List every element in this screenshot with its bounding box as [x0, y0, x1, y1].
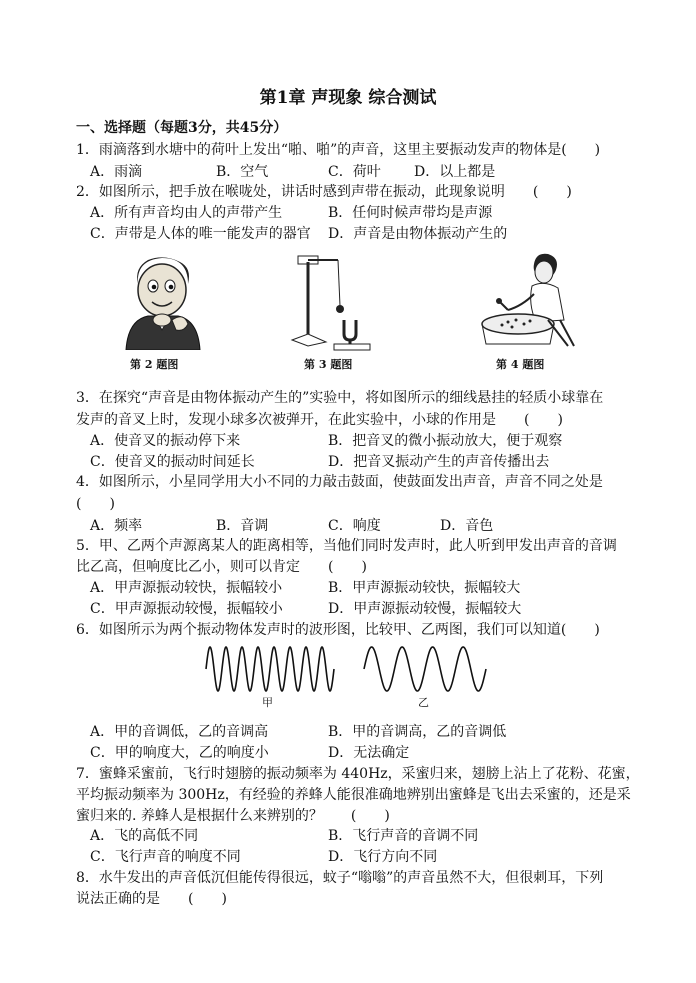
q8-stem-line2: 说法正确的是 ( ) [76, 891, 227, 907]
q2-option-d: D．声音是由物体振动产生的 [328, 226, 508, 242]
q7-option-c: C．飞行声音的响度不同 [90, 849, 241, 865]
fig4-drum-image [478, 250, 578, 350]
q6-option-b: B．甲的音调高，乙的音调低 [328, 724, 507, 740]
q5-option-c: C．甲声源振动较慢，振幅较小 [90, 601, 283, 617]
fig3-tuning-fork-image [286, 250, 376, 352]
q4-option-a: A．频率 [90, 518, 143, 534]
q7-stem-line3: 蜜归来的. 养蜂人是根据什么来辨别的？ ( ) [76, 808, 390, 824]
q2-option-c: C．声带是人体的唯一能发声的器官 [90, 226, 311, 242]
q4-option-c: C．响度 [328, 518, 381, 534]
q7-stem-line2: 平均振动频率为 300Hz，有经验的养蜂人能很准确地辨别出蜜蜂是飞出去采蜜的，还是采 [76, 787, 631, 803]
q4-option-b: B．音调 [216, 518, 269, 534]
q4-stem-line1: 4．如图所示，小星同学用大小不同的力敲击鼓面，使鼓面发出声音，声音不同之处是 [76, 474, 603, 490]
q7-option-b: B．飞行声音的音调不同 [328, 828, 479, 844]
q7-option-a: A．飞的高低不同 [90, 828, 199, 844]
wave-b-waveform [362, 644, 488, 694]
q7-stem-line1: 7．蜜蜂采蜜前，飞行时翅膀的振动频率为 440Hz，采蜜归来，翅膀上沾上了花粉、花蜜， [76, 766, 640, 782]
wave-b-label: 乙 [418, 696, 429, 709]
q6-stem: 6．如图所示为两个振动物体发声时的波形图，比较甲、乙两图，我们可以知道( ) [76, 622, 600, 638]
wave-a-label: 甲 [262, 696, 273, 709]
q3-stem-line2: 发声的音叉上时，发现小球多次被弹开，在此实验中，小球的作用是 ( ) [76, 412, 563, 428]
q1-option-b: B．空气 [216, 164, 269, 180]
wave-a-waveform [204, 644, 336, 694]
q2-option-b: B．任何时候声带均是声源 [328, 205, 493, 221]
q5-stem-line2: 比乙高，但响度比乙小，则可以肯定 ( ) [76, 559, 367, 575]
q5-option-b: B．甲声源振动较快，振幅较大 [328, 580, 521, 596]
q3-option-d: D．把音叉振动产生的声音传播出去 [328, 454, 550, 470]
q3-stem-line1: 3．在探究“声音是由物体振动产生的”实验中，将如图所示的细线悬挂的轻质小球靠在 [76, 390, 604, 406]
q1-option-d: D．以上都是 [414, 164, 496, 180]
q8-stem-line1: 8．水牛发出的声音低沉但能传得很远，蚊子“嗡嗡”的声音虽然不大，但很刺耳，下列 [76, 870, 604, 886]
q5-option-a: A．甲声源振动较快，振幅较小 [90, 580, 283, 596]
q6-option-c: C．甲的响度大，乙的响度小 [90, 745, 269, 761]
section-heading: 一、选择题（每题3分，共45分） [76, 120, 288, 136]
q4-option-d: D．音色 [440, 518, 494, 534]
q4-stem-line2: ( ) [76, 496, 115, 512]
q1-option-a: A．雨滴 [90, 164, 143, 180]
q3-option-b: B．把音叉的微小振动放大，便于观察 [328, 433, 563, 449]
q3-option-a: A．使音叉的振动停下来 [90, 433, 241, 449]
fig4-caption: 第 4 题图 [496, 358, 545, 371]
fig2-caption: 第 2 题图 [130, 358, 179, 371]
q1-stem: 1．雨滴落到水塘中的荷叶上发出“啪、啪”的声音，这里主要振动发声的物体是( ) [76, 142, 601, 158]
q6-option-d: D．无法确定 [328, 745, 410, 761]
q6-option-a: A．甲的音调低，乙的音调高 [90, 724, 269, 740]
q7-option-d: D．飞行方向不同 [328, 849, 438, 865]
q5-option-d: D．甲声源振动较慢，振幅较大 [328, 601, 522, 617]
q2-option-a: A．所有声音均由人的声带产生 [90, 205, 283, 221]
q3-option-c: C．使音叉的振动时间延长 [90, 454, 255, 470]
q5-stem-line1: 5．甲、乙两个声源离某人的距离相等，当他们同时发声时，此人听到甲发出声音的音调 [76, 538, 617, 554]
fig2-boy-throat-image [118, 254, 204, 350]
page-title: 第1章 声现象 综合测试 [259, 88, 437, 108]
q2-stem: 2．如图所示，把手放在喉咙处，讲话时感到声带在振动，此现象说明 ( ) [76, 184, 572, 200]
fig3-caption: 第 3 题图 [304, 358, 353, 371]
q1-option-c: C．荷叶 [328, 164, 381, 180]
